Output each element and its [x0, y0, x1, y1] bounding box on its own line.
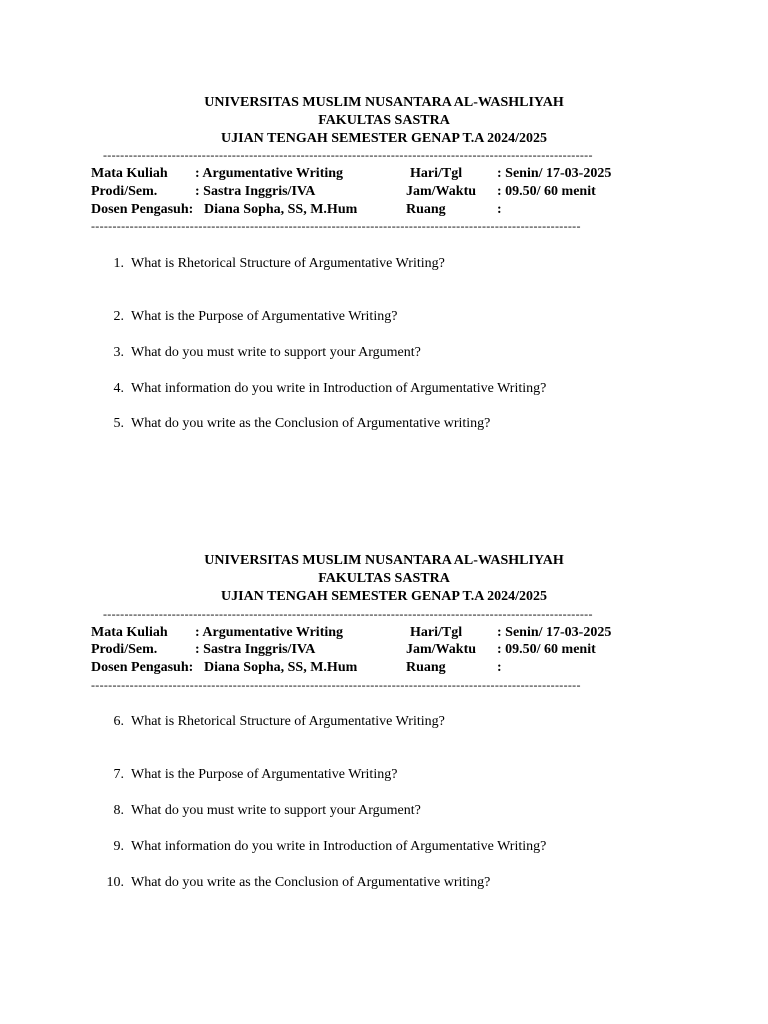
separator-top: ------------------------------------------------------------------------------------------------------------------ [103, 607, 593, 621]
program-value: : Sastra Inggris/IVA [195, 184, 316, 199]
day-value: : Senin/ 17-03-2025 [497, 166, 612, 181]
university-title: UNIVERSITAS MUSLIM NUSANTARA AL-WASHLIYAH [204, 553, 564, 568]
lecturer-value: Diana Sopha, SS, M.Hum [204, 660, 358, 675]
room-label: Ruang [406, 202, 446, 217]
room-value: : [497, 660, 502, 675]
question-number: 7. [113, 767, 124, 782]
exam-title: UJIAN TENGAH SEMESTER GENAP T.A 2024/2025 [221, 131, 547, 146]
separator-bottom: ------------------------------------------------------------------------------------------------------------------ [91, 219, 581, 233]
question-number: 9. [113, 839, 124, 854]
question-text: What do you write as the Conclusion of Argumentative writing? [131, 416, 491, 431]
question-text: What do you write as the Conclusion of Argumentative writing? [131, 875, 491, 890]
day-label: Hari/Tgl [410, 166, 463, 181]
lecturer-label: Dosen Pengasuh: [91, 202, 194, 217]
question-text: What is Rhetorical Structure of Argumentative Writing? [131, 714, 445, 729]
course-value: : Argumentative Writing [195, 625, 344, 640]
day-label: Hari/Tgl [410, 625, 463, 640]
separator-top: ------------------------------------------------------------------------------------------------------------------ [103, 148, 593, 162]
time-label: Jam/Waktu [406, 184, 477, 199]
room-label: Ruang [406, 660, 446, 675]
time-label: Jam/Waktu [406, 642, 477, 657]
question-number: 8. [113, 803, 124, 818]
question-number: 3. [113, 345, 124, 360]
program-label: Prodi/Sem. [91, 184, 158, 199]
question-number: 2. [113, 309, 124, 324]
question-number: 5. [113, 416, 124, 431]
room-value: : [497, 202, 502, 217]
question-text: What information do you write in Introduction of Argumentative Writing? [131, 381, 547, 396]
lecturer-value: Diana Sopha, SS, M.Hum [204, 202, 358, 217]
question-number: 6. [113, 714, 124, 729]
lecturer-label: Dosen Pengasuh: [91, 660, 194, 675]
exam-title: UJIAN TENGAH SEMESTER GENAP T.A 2024/2025 [221, 589, 547, 604]
question-text: What is Rhetorical Structure of Argumentative Writing? [131, 256, 445, 271]
university-title: UNIVERSITAS MUSLIM NUSANTARA AL-WASHLIYAH [204, 95, 564, 110]
program-value: : Sastra Inggris/IVA [195, 642, 316, 657]
day-value: : Senin/ 17-03-2025 [497, 625, 612, 640]
question-text: What is the Purpose of Argumentative Writing? [131, 309, 398, 324]
course-label: Mata Kuliah [91, 166, 168, 181]
question-text: What do you must write to support your Argument? [131, 345, 421, 360]
faculty-title: FAKULTAS SASTRA [318, 571, 450, 586]
faculty-title: FAKULTAS SASTRA [318, 113, 450, 128]
course-label: Mata Kuliah [91, 625, 168, 640]
question-text: What do you must write to support your Argument? [131, 803, 421, 818]
time-value: : 09.50/ 60 menit [497, 642, 596, 657]
question-text: What is the Purpose of Argumentative Writing? [131, 767, 398, 782]
question-number: 1. [113, 256, 124, 271]
separator-bottom: ------------------------------------------------------------------------------------------------------------------ [91, 678, 581, 692]
program-label: Prodi/Sem. [91, 642, 158, 657]
question-number: 4. [113, 381, 124, 396]
time-value: : 09.50/ 60 menit [497, 184, 596, 199]
course-value: : Argumentative Writing [195, 166, 344, 181]
question-number: 10. [106, 875, 124, 890]
question-text: What information do you write in Introduction of Argumentative Writing? [131, 839, 547, 854]
